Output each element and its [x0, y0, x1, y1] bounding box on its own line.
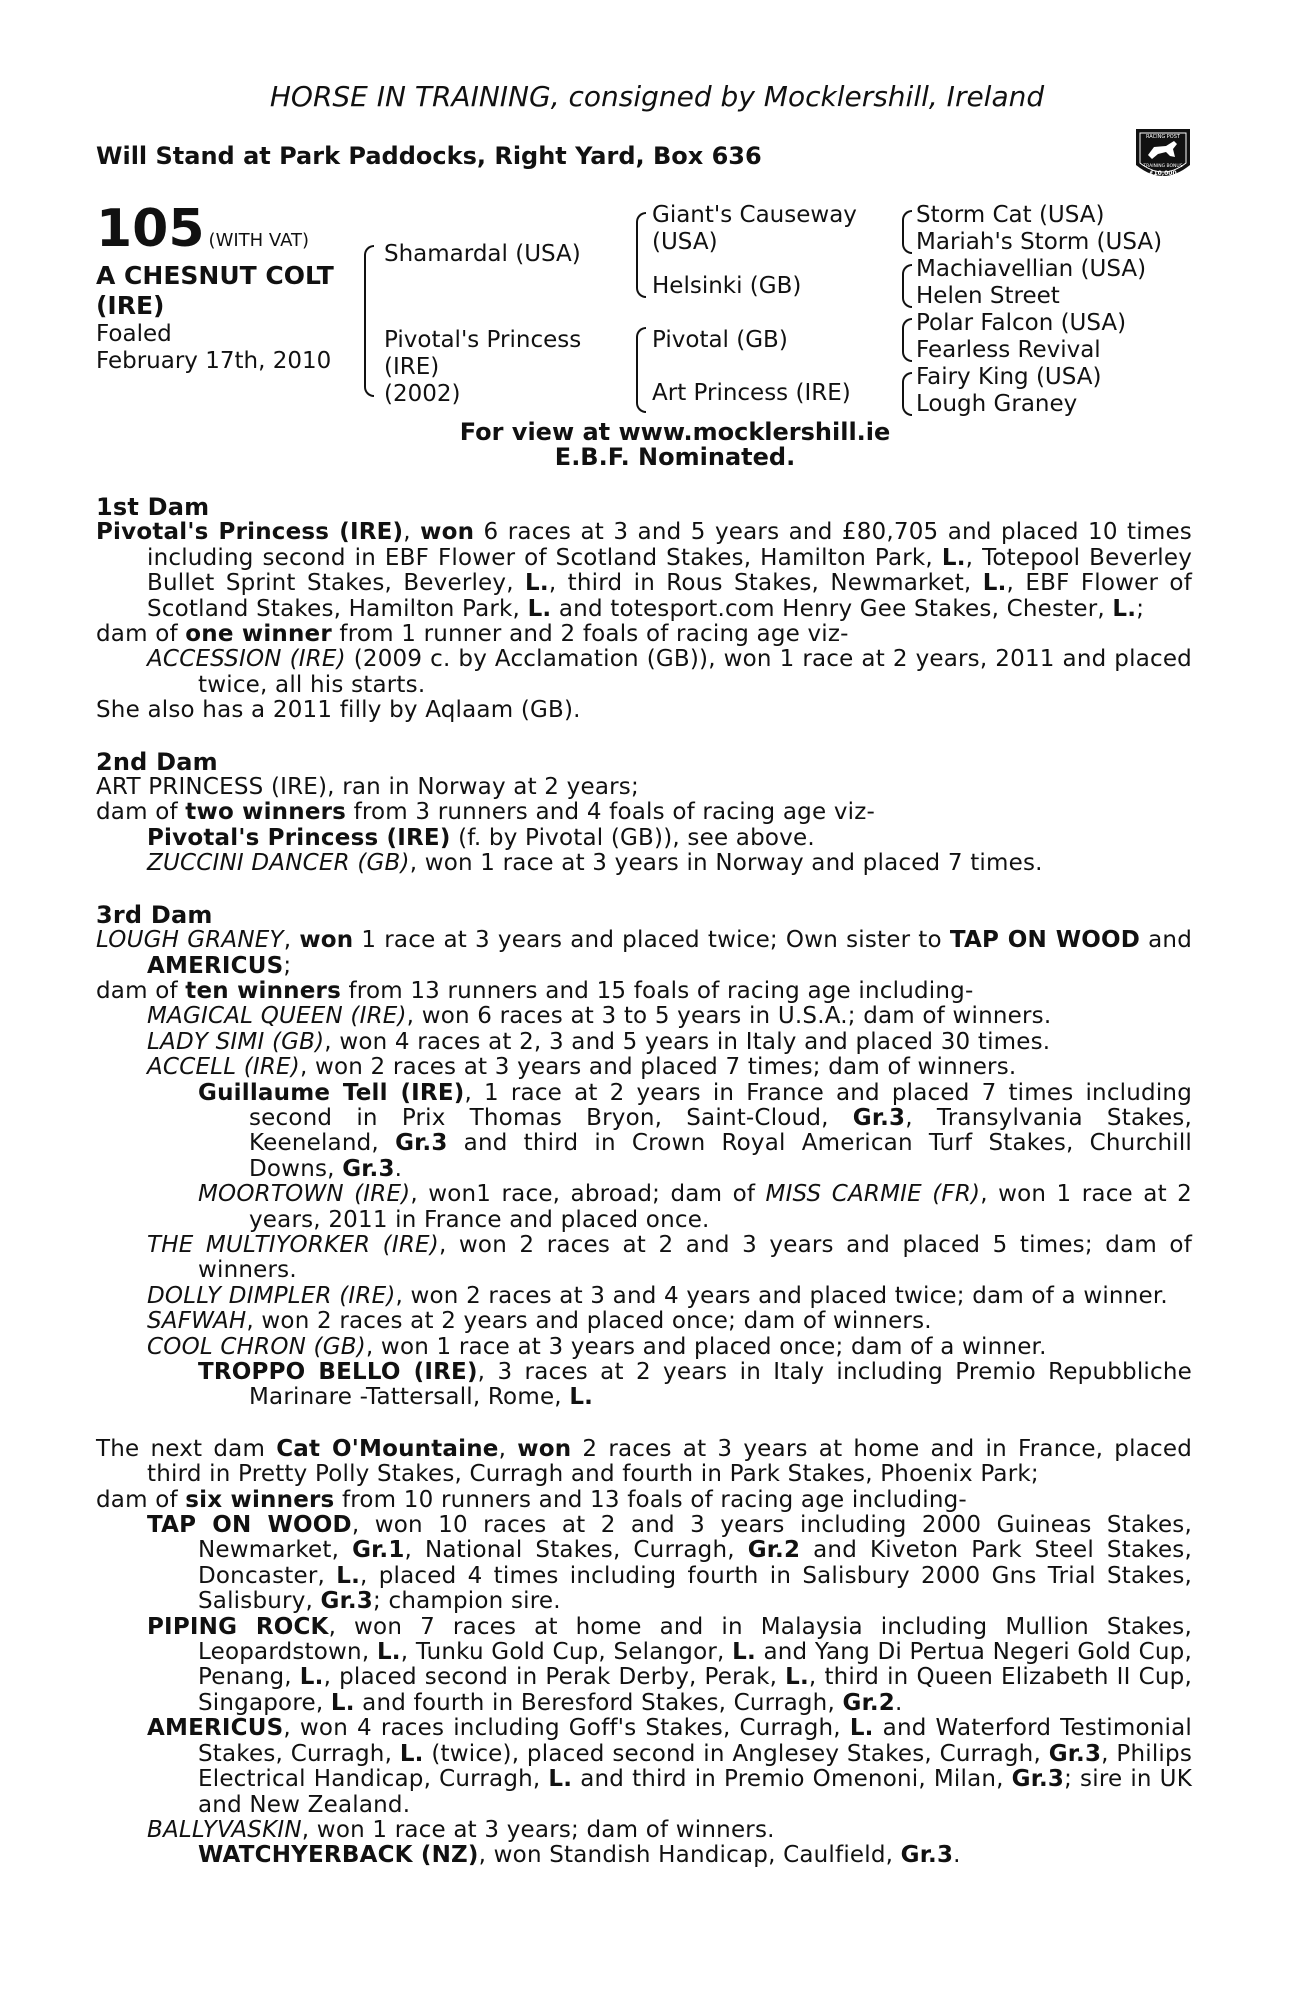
- third-dam-produce-summary: dam of ten winners from 13 runners and 15 foals of racing age including-: [96, 977, 974, 1004]
- first-dam-entry: Pivotal's Princess (IRE), won 6 races at 3 and 5 years and £80,705 and placed 10 times including second in EBF Flower of Scotland Stakes, Hamilton Park, L., Totepool Beverley Bullet Sprint Stakes, Beverley, L., third in Rous Stakes, Newmarket, L., EBF Flower of Scotland Stakes, Hamilton Park, L. and totesport.com Henry Gee Stakes, Chester, L.;: [96, 519, 1192, 622]
- lot-title-line2: (IRE): [96, 291, 165, 320]
- produce-troppo-bello: TROPPO BELLO (IRE), 3 races at 2 years in Italy including Premio Repubbliche Marinare -Tattersall, Rome, L.: [198, 1359, 1192, 1411]
- sire-sire-line2: (USA): [652, 229, 718, 255]
- catalogue-body: [96, 495, 1192, 1869]
- stand-location: Will Stand at Park Paddocks, Right Yard, Box 636: [96, 142, 762, 170]
- produce-the-multiyorker: THE MULTIYORKER (IRE), won 2 races at 2 and 3 years and placed 5 times; dam of winners.: [147, 1231, 1193, 1284]
- foaled-label: Foaled: [96, 321, 172, 347]
- sire-sire-line1: Giant's Causeway: [652, 202, 857, 228]
- training-bonus-badge: [1130, 125, 1196, 187]
- produce-moortown: MOORTOWN (IRE), won1 race, abroad; dam of MISS CARMIE (FR), won 1 race at 2 years, 2011 in France and placed once.: [198, 1181, 1192, 1233]
- grand-brace-2: [902, 264, 912, 308]
- svg-text:£10,000: £10,000: [1149, 170, 1177, 177]
- grandparent-1: Storm Cat (USA): [916, 202, 1105, 228]
- grand-brace-4: [902, 372, 912, 416]
- dam-name-line2: (IRE): [384, 354, 440, 380]
- lot-block: [96, 199, 366, 375]
- next-dam-entry: The next dam Cat O'Mountaine, won 2 races at 3 years at home and in France, placed third in Pretty Polly Stakes, Curragh and fourth in Park Stakes, Phoenix Park;: [96, 1435, 1192, 1488]
- sire-parents-brace: [636, 212, 646, 298]
- dam-parents-brace: [636, 327, 646, 413]
- lot-number: 105: [96, 199, 205, 259]
- second-dam-entry: ART PRINCESS (IRE), ran in Norway at 2 years;: [96, 774, 639, 801]
- grandparent-7: Fairy King (USA): [916, 364, 1102, 390]
- dam-name-line1: Pivotal's Princess: [384, 327, 582, 353]
- produce-magical-queen: MAGICAL QUEEN (IRE), won 6 races at 3 to 5 years in U.S.A.; dam of winners.: [147, 1003, 1052, 1030]
- produce-americus: AMERICUS, won 4 races including Goff's Stakes, Curragh, L. and Waterford Testimonial Stakes, Curragh, L. (twice), placed second in Anglesey Stakes, Curragh, Gr.3, Philips Electrical Handicap, Curragh, L. and third in Premio Omenoni, Milan, Gr.3; sire in UK and New Zealand.: [147, 1715, 1192, 1818]
- grandparent-2: Mariah's Storm (USA): [916, 229, 1163, 255]
- third-dam-entry: LOUGH GRANEY, won 1 race at 3 years and placed twice; Own sister to TAP ON WOOD and AMERICUS;: [96, 927, 1192, 979]
- grandparent-6: Fearless Revival: [916, 337, 1101, 363]
- dam-dam: Art Princess (IRE): [652, 380, 851, 406]
- produce-accession: ACCESSION (IRE) (2009 c. by Acclamation (GB)), won 1 race at 2 years, 2011 and placed twice, all his starts.: [147, 646, 1192, 698]
- dam-name-line3: (2002): [384, 381, 461, 407]
- svg-text:RACING POST: RACING POST: [1146, 134, 1180, 140]
- produce-pivotals-princess: Pivotal's Princess (IRE) (f. by Pivotal (GB)), see above.: [147, 824, 815, 851]
- sire-dam: Helsinki (GB): [652, 273, 802, 299]
- grand-brace-3: [902, 318, 912, 362]
- produce-safwah: SAFWAH, won 2 races at 2 years and placed once; dam of winners.: [147, 1308, 932, 1335]
- grandparent-4: Helen Street: [916, 283, 1060, 309]
- lot-title: [96, 261, 366, 321]
- view-info: [0, 420, 1290, 470]
- dam-sire: Pivotal (GB): [652, 327, 788, 353]
- produce-zuccini-dancer: ZUCCINI DANCER (GB), won 1 race at 3 years in Norway and placed 7 times.: [147, 850, 1043, 877]
- lot-vat: (WITH VAT): [208, 230, 310, 251]
- third-dam-heading: 3rd Dam: [96, 900, 213, 929]
- produce-dolly-dimpler: DOLLY DIMPLER (IRE), won 2 races at 3 and 4 years and placed twice; dam of a winner.: [147, 1282, 1168, 1309]
- first-dam-heading: 1st Dam: [96, 493, 210, 521]
- produce-piping-rock: PIPING ROCK, won 7 races at home and in Malaysia including Mullion Stakes, Leopardstown, L., Tunku Gold Cup, Selangor, L. and Yang Di Pertua Negeri Gold Cup, Penang, L., placed second in Perak Derby, Perak, L., third in Queen Elizabeth II Cup, Singapore, L. and fourth in Beresford Stakes, Curragh, Gr.2.: [147, 1613, 1192, 1716]
- grandparent-8: Lough Graney: [916, 391, 1078, 417]
- first-dam-note: She also has a 2011 filly by Aqlaam (GB).: [96, 697, 581, 724]
- second-dam-heading: 2nd Dam: [96, 747, 218, 776]
- produce-tap-on-wood: TAP ON WOOD, won 10 races at 2 and 3 years including 2000 Guineas Stakes, Newmarket, Gr.1, National Stakes, Curragh, Gr.2 and Kiveton Park Steel Stakes, Doncaster, L., placed 4 times including fourth in Salisbury 2000 Gns Trial Stakes, Salisbury, Gr.3; champion sire.: [147, 1512, 1193, 1615]
- next-dam-produce-summary: dam of six winners from 10 runners and 13 foals of racing age including-: [96, 1486, 967, 1513]
- produce-accell: ACCELL (IRE), won 2 races at 3 years and placed 7 times; dam of winners.: [147, 1054, 1017, 1081]
- produce-guillaume-tell: Guillaume Tell (IRE), 1 race at 2 years in France and placed 7 times including second in Prix Thomas Bryon, Saint-Cloud, Gr.3, Transylvania Stakes, Keeneland, Gr.3 and third in Crown Royal American Turf Stakes, Churchill Downs, Gr.3.: [198, 1079, 1193, 1182]
- grand-brace-1: [902, 210, 912, 254]
- foaled-date: February 17th, 2010: [96, 348, 332, 374]
- grandparent-3: Machiavellian (USA): [916, 256, 1147, 282]
- ebf-nominated: E.B.F. Nominated.: [554, 443, 796, 471]
- page-title: HORSE IN TRAINING, consigned by Mocklershill, Ireland: [269, 80, 1045, 113]
- produce-watchyerback: WATCHYERBACK (NZ), won Standish Handicap, Caulfield, Gr.3.: [198, 1842, 961, 1869]
- produce-lady-simi: LADY SIMI (GB), won 4 races at 2, 3 and 5 years in Italy and placed 30 times.: [147, 1028, 1051, 1055]
- view-url: For view at www.mocklershill.ie: [459, 418, 891, 446]
- second-dam-produce-summary: dam of two winners from 3 runners and 4 foals of racing age viz-: [96, 799, 875, 826]
- sire-dam-brace: [364, 245, 374, 397]
- first-dam-produce-summary: dam of one winner from 1 runner and 2 foals of racing age viz-: [96, 621, 849, 648]
- lot-title-line1: A CHESNUT COLT: [96, 261, 334, 290]
- produce-cool-chron: COOL CHRON (GB), won 1 race at 3 years and placed once; dam of a winner.: [147, 1333, 1047, 1360]
- grandparent-5: Polar Falcon (USA): [916, 310, 1127, 336]
- svg-text:TRAINING BONUS: TRAINING BONUS: [1143, 164, 1183, 169]
- sire-sire: [652, 202, 857, 256]
- produce-ballyvaskin: BALLYVASKIN, won 1 race at 3 years; dam of winners.: [147, 1816, 775, 1843]
- dam-name: [384, 327, 581, 408]
- sire-name: Shamardal (USA): [384, 241, 581, 267]
